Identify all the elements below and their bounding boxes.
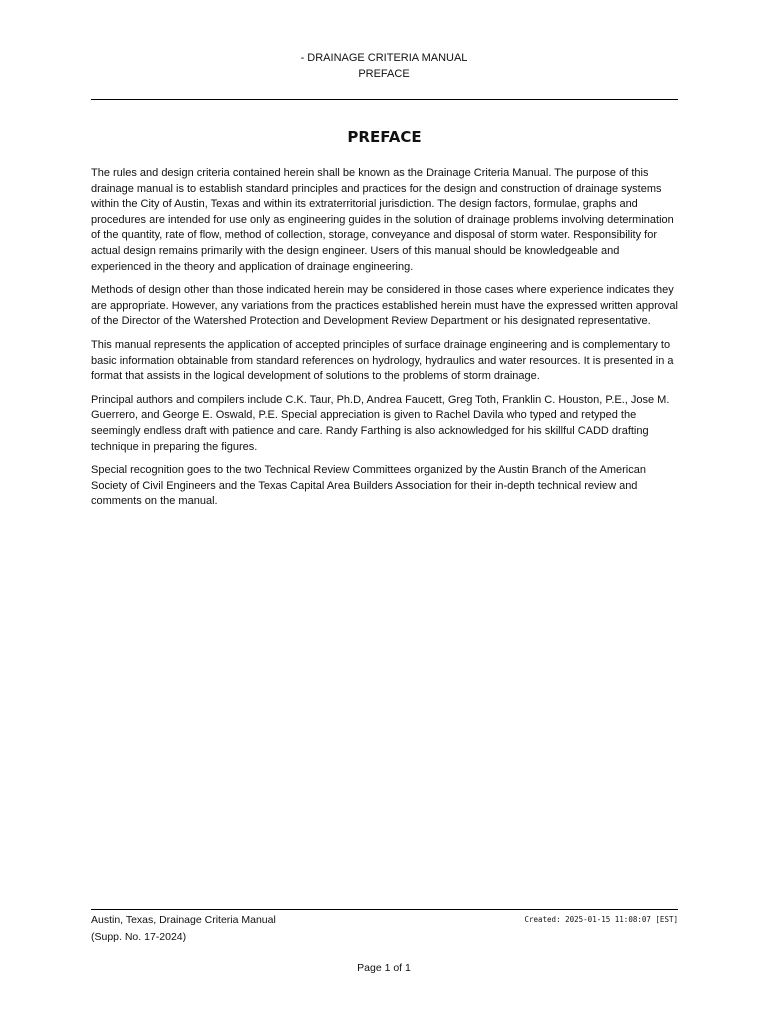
header-divider xyxy=(91,99,678,100)
footer-supplement: (Supp. No. 17-2024) xyxy=(91,931,187,943)
running-header xyxy=(0,50,768,82)
footer-divider xyxy=(91,909,678,910)
running-header-section: PREFACE xyxy=(358,68,410,80)
body-text xyxy=(91,166,681,518)
paragraph-purpose: The rules and design criteria contained herein shall be known as the Drainage Criteria Manual. The purpose of this drainage manual is to establish standard principles and practices for the design and construction of drainage systems within the City of Austin, Texas and within its extraterritorial jurisdiction. The design factors, formulae, graphs and procedures are intended for use only as engineering guides in the solution of drainage problems involving determination of the quantity, rate of flow, method of collection, storage, conveyance and disposal of storm water. Responsibility for actual design remains primarily with the design engineer. Users of this manual should be knowledgeable and experienced in the theory and application of drainage engineering. xyxy=(91,167,674,273)
page-number: Page 1 of 1 xyxy=(357,962,411,974)
paragraph-recognition: Special recognition goes to the two Technical Review Committees organized by the Austin Branch of the American Society of Civil Engineers and the Texas Capital Area Builders Association for their in-depth technical review and comments on the manual. xyxy=(91,464,646,508)
footer-created-timestamp: Created: 2025-01-15 11:08:07 [EST] xyxy=(524,915,678,924)
paragraph-alternative-methods: Methods of design other than those indicated herein may be considered in those cases where experience indicates they are appropriate. However, any variations from the practices established herein must have the expressed written approval of the Director of the Watershed Protection and Development Review Department or his designated representative. xyxy=(91,284,678,328)
page-title: PREFACE xyxy=(347,128,422,146)
paragraph-application: This manual represents the application of accepted principles of surface drainage engineering and is complementary to basic information obtainable from standard references on hydrology, hydraulics and water resources. It is presented in a format that assists in the logical development of solutions to the problems of storm drainage. xyxy=(91,338,674,383)
footer-manual-name: Austin, Texas, Drainage Criteria Manual xyxy=(91,914,276,926)
paragraph-authors: Principal authors and compilers include C.K. Taur, Ph.D, Andrea Faucett, Greg Toth, Franklin C. Houston, P.E., Jose M. Guerrero, and George E. Oswald, P.E. Special appreciation is given to Rachel Davila who typed and retyped the seemingly endless draft with patience and care. Randy Farthing is also acknowledged for his skillful CADD drafting technique in preparing the figures. xyxy=(91,393,670,453)
footer-citation xyxy=(91,912,276,946)
running-header-manual-name: - DRAINAGE CRITERIA MANUAL xyxy=(300,52,468,64)
